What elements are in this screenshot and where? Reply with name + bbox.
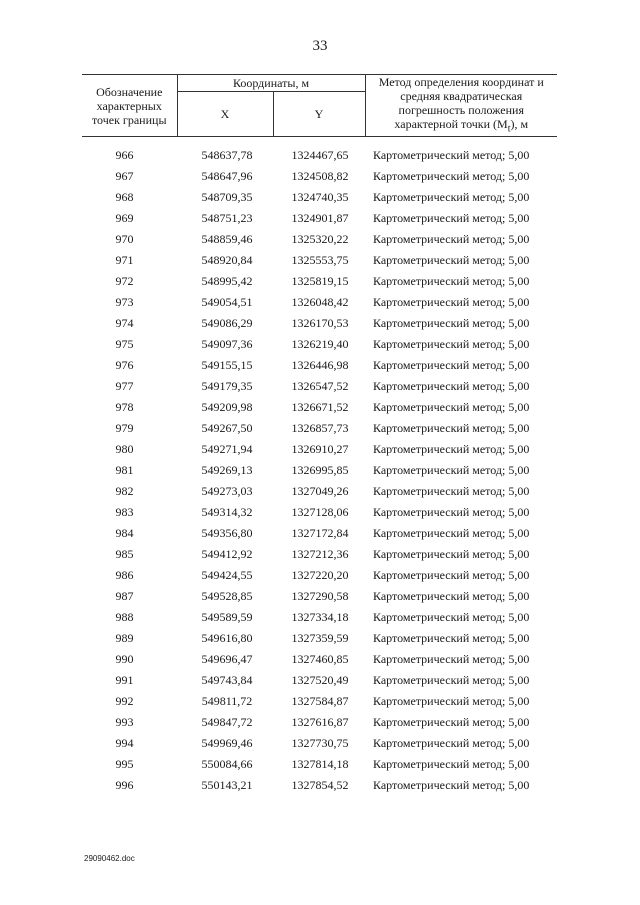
table-header: [82, 75, 557, 137]
y-coordinate: 1326671,52: [291, 400, 349, 415]
y-coordinate: 1326170,53: [291, 316, 349, 331]
y-coordinate: 1327460,85: [291, 652, 349, 667]
y-coordinate: 1325320,22: [291, 232, 349, 247]
method-cell: Картометрический метод; 5,00: [373, 253, 530, 268]
y-coordinate: 1326219,40: [291, 337, 349, 352]
method-cell: Картометрический метод; 5,00: [373, 568, 530, 583]
header-coordinates: Координаты, м: [177, 75, 365, 92]
y-coordinate: 1324508,82: [291, 169, 349, 184]
point-number: 976: [115, 358, 134, 373]
y-coordinate: 1327290,58: [291, 589, 349, 604]
table-row: [82, 208, 557, 229]
method-cell: Картометрический метод; 5,00: [373, 757, 530, 772]
footer-filename: 29090462.doc: [84, 854, 135, 863]
header-y: Y: [273, 92, 365, 137]
x-coordinate: 549086,29: [201, 316, 253, 331]
method-cell: Картометрический метод; 5,00: [373, 232, 530, 247]
method-cell: Картометрический метод; 5,00: [373, 673, 530, 688]
point-number: 985: [115, 547, 134, 562]
table-row: [82, 250, 557, 271]
point-number: 968: [115, 190, 134, 205]
x-coordinate: 549696,47: [201, 652, 253, 667]
point-number: 988: [115, 610, 134, 625]
x-coordinate: 548637,78: [201, 148, 253, 163]
table-row: [82, 691, 557, 712]
x-coordinate: 550143,21: [201, 778, 253, 793]
point-number: 996: [115, 778, 134, 793]
point-number: 973: [115, 295, 134, 310]
y-coordinate: 1327730,75: [291, 736, 349, 751]
table-row: [82, 145, 557, 166]
method-cell: Картометрический метод; 5,00: [373, 316, 530, 331]
y-coordinate: 1325819,15: [291, 274, 349, 289]
header-designation: Обозначение характерных точек границы: [82, 75, 177, 137]
y-coordinate: 1327128,06: [291, 505, 349, 520]
x-coordinate: 549412,92: [201, 547, 253, 562]
y-coordinate: 1327584,87: [291, 694, 349, 709]
table-row: [82, 502, 557, 523]
y-coordinate: 1327359,59: [291, 631, 349, 646]
table-row: [82, 292, 557, 313]
point-number: 969: [115, 211, 134, 226]
method-cell: Картометрический метод; 5,00: [373, 715, 530, 730]
y-coordinate: 1325553,75: [291, 253, 349, 268]
table-row: [82, 229, 557, 250]
x-coordinate: 550084,66: [201, 757, 253, 772]
x-coordinate: 548920,84: [201, 253, 253, 268]
table-row: [82, 544, 557, 565]
y-coordinate: 1326446,98: [291, 358, 349, 373]
x-coordinate: 549356,80: [201, 526, 253, 541]
point-number: 994: [115, 736, 134, 751]
method-cell: Картометрический метод; 5,00: [373, 526, 530, 541]
point-number: 978: [115, 400, 134, 415]
method-cell: Картометрический метод; 5,00: [373, 694, 530, 709]
table-body: [82, 137, 557, 797]
table-row: [82, 649, 557, 670]
method-cell: Картометрический метод; 5,00: [373, 610, 530, 625]
point-number: 984: [115, 526, 134, 541]
point-number: 989: [115, 631, 134, 646]
method-cell: Картометрический метод; 5,00: [373, 463, 530, 478]
point-number: 991: [115, 673, 134, 688]
header-method-text: Метод определения координат и средняя квадратическая погрешность положения характерной точки (M: [378, 75, 544, 131]
table-row: [82, 334, 557, 355]
page-number: 33: [312, 38, 328, 54]
method-cell: Картометрический метод; 5,00: [373, 631, 530, 646]
y-coordinate: 1326857,73: [291, 421, 349, 436]
x-coordinate: 549424,55: [201, 568, 253, 583]
table-row: [82, 775, 557, 796]
method-cell: Картометрический метод; 5,00: [373, 169, 530, 184]
y-coordinate: 1326910,27: [291, 442, 349, 457]
table-row: [82, 481, 557, 502]
method-cell: Картометрический метод; 5,00: [373, 358, 530, 373]
point-number: 971: [115, 253, 134, 268]
x-coordinate: 548995,42: [201, 274, 253, 289]
table-row: [82, 565, 557, 586]
y-coordinate: 1326048,42: [291, 295, 349, 310]
point-number: 967: [115, 169, 134, 184]
point-number: 975: [115, 337, 134, 352]
y-coordinate: 1327616,87: [291, 715, 349, 730]
table-row: [82, 187, 557, 208]
x-coordinate: 549314,32: [201, 505, 253, 520]
method-cell: Картометрический метод; 5,00: [373, 379, 530, 394]
x-coordinate: 549847,72: [201, 715, 253, 730]
table-row: [82, 628, 557, 649]
point-number: 979: [115, 421, 134, 436]
table-row: [82, 166, 557, 187]
header-method-subscript: t: [507, 123, 511, 135]
y-coordinate: 1327172,84: [291, 526, 349, 541]
method-cell: Картометрический метод; 5,00: [373, 442, 530, 457]
point-number: 986: [115, 568, 134, 583]
point-number: 987: [115, 589, 134, 604]
point-number: 980: [115, 442, 134, 457]
y-coordinate: 1327334,18: [291, 610, 349, 625]
point-number: 970: [115, 232, 134, 247]
x-coordinate: 549054,51: [201, 295, 253, 310]
y-coordinate: 1324467,65: [291, 148, 349, 163]
method-cell: Картометрический метод; 5,00: [373, 736, 530, 751]
x-coordinate: 549269,13: [201, 463, 253, 478]
point-number: 981: [115, 463, 134, 478]
x-coordinate: 549969,46: [201, 736, 253, 751]
method-cell: Картометрический метод; 5,00: [373, 337, 530, 352]
table-row: [82, 733, 557, 754]
x-coordinate: 549528,85: [201, 589, 253, 604]
table-row: [82, 586, 557, 607]
y-coordinate: 1324901,87: [291, 211, 349, 226]
table-row: [82, 313, 557, 334]
point-number: 983: [115, 505, 134, 520]
x-coordinate: 548751,23: [201, 211, 253, 226]
x-coordinate: 549273,03: [201, 484, 253, 499]
table-row: [82, 460, 557, 481]
point-number: 993: [115, 715, 134, 730]
header-x: X: [177, 92, 273, 137]
y-coordinate: 1327520,49: [291, 673, 349, 688]
table-row: [82, 376, 557, 397]
method-cell: Картометрический метод; 5,00: [373, 211, 530, 226]
y-coordinate: 1327049,26: [291, 484, 349, 499]
table-row: [82, 271, 557, 292]
header-method-suffix: ), м: [510, 117, 529, 131]
y-coordinate: 1326995,85: [291, 463, 349, 478]
method-cell: Картометрический метод; 5,00: [373, 505, 530, 520]
coordinates-table: [82, 74, 557, 796]
table-row: [82, 670, 557, 691]
method-cell: Картометрический метод; 5,00: [373, 778, 530, 793]
x-coordinate: 549616,80: [201, 631, 253, 646]
table-row: [82, 355, 557, 376]
x-coordinate: 549743,84: [201, 673, 253, 688]
x-coordinate: 549179,35: [201, 379, 253, 394]
y-coordinate: 1327220,20: [291, 568, 349, 583]
x-coordinate: 549209,98: [201, 400, 253, 415]
method-cell: Картометрический метод; 5,00: [373, 190, 530, 205]
method-cell: Картометрический метод; 5,00: [373, 421, 530, 436]
table-row: [82, 523, 557, 544]
x-coordinate: 549267,50: [201, 421, 253, 436]
point-number: 972: [115, 274, 134, 289]
table-row: [82, 607, 557, 628]
y-coordinate: 1327814,18: [291, 757, 349, 772]
method-cell: Картометрический метод; 5,00: [373, 148, 530, 163]
point-number: 982: [115, 484, 134, 499]
x-coordinate: 548647,96: [201, 169, 253, 184]
x-coordinate: 549097,36: [201, 337, 253, 352]
method-cell: Картометрический метод; 5,00: [373, 400, 530, 415]
table-row: [82, 397, 557, 418]
point-number: 990: [115, 652, 134, 667]
x-coordinate: 548859,46: [201, 232, 253, 247]
method-cell: Картометрический метод; 5,00: [373, 484, 530, 499]
point-number: 995: [115, 757, 134, 772]
header-method: [365, 75, 557, 137]
method-cell: Картометрический метод; 5,00: [373, 589, 530, 604]
x-coordinate: 549271,94: [201, 442, 253, 457]
y-coordinate: 1327854,52: [291, 778, 349, 793]
table-row: [82, 418, 557, 439]
method-cell: Картометрический метод; 5,00: [373, 652, 530, 667]
x-coordinate: 549155,15: [201, 358, 253, 373]
point-number: 977: [115, 379, 134, 394]
x-coordinate: 549589,59: [201, 610, 253, 625]
y-coordinate: 1327212,36: [291, 547, 349, 562]
method-cell: Картометрический метод; 5,00: [373, 547, 530, 562]
table-row: [82, 754, 557, 775]
method-cell: Картометрический метод; 5,00: [373, 274, 530, 289]
y-coordinate: 1326547,52: [291, 379, 349, 394]
table-row: [82, 439, 557, 460]
method-cell: Картометрический метод; 5,00: [373, 295, 530, 310]
x-coordinate: 549811,72: [201, 694, 253, 709]
y-coordinate: 1324740,35: [291, 190, 349, 205]
point-number: 992: [115, 694, 134, 709]
table-row: [82, 712, 557, 733]
point-number: 966: [115, 148, 134, 163]
x-coordinate: 548709,35: [201, 190, 253, 205]
point-number: 974: [115, 316, 134, 331]
